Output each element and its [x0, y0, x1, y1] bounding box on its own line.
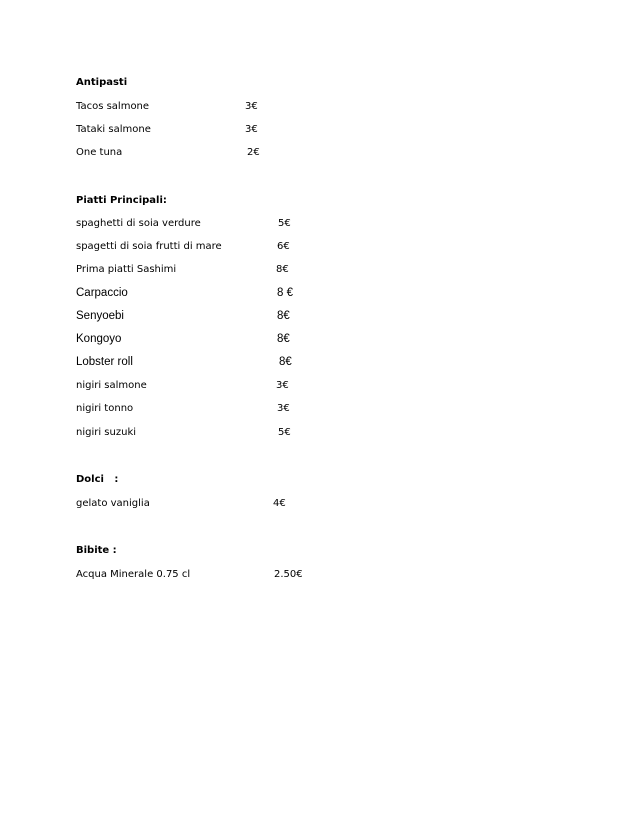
menu-item-price: 5€	[278, 218, 291, 229]
menu-item-name: Senyoebi	[76, 310, 124, 322]
menu-item-price: 6€	[277, 241, 290, 252]
menu-item-price: 3€	[276, 380, 289, 391]
menu-item-price: 4€	[273, 498, 286, 509]
menu-item-price: 3€	[245, 124, 258, 135]
menu-item-price: 8€	[276, 264, 289, 275]
menu-item-name: spaghetti di soia verdure	[76, 218, 201, 229]
section-title-bibite: Bibite :	[76, 545, 117, 556]
menu-item-price: 8€	[279, 356, 292, 368]
menu-item-name: nigiri suzuki	[76, 427, 137, 438]
menu-item-name: Acqua Minerale 0.75 cl	[76, 569, 191, 580]
menu-item-name: Carpaccio	[76, 287, 128, 299]
menu-item-name: Lobster roll	[76, 356, 133, 368]
menu-item-name: Prima piatti Sashimi	[76, 264, 177, 275]
section-title-piatti-principali: Piatti Principali:	[76, 195, 167, 206]
menu-item-price: 2€	[247, 147, 260, 158]
menu-item-name: One tuna	[76, 147, 123, 158]
menu-item-price: 8€	[277, 333, 290, 345]
menu-item-price: 3€	[245, 101, 258, 112]
menu-item-name: nigiri tonno	[76, 403, 134, 414]
menu-item-name: nigiri salmone	[76, 380, 147, 391]
section-title-antipasti: Antipasti	[76, 77, 128, 88]
section-title-dolci: Dolci :	[76, 474, 119, 485]
menu-item-name: Tacos salmone	[76, 101, 150, 112]
menu-item-name: Kongoyo	[76, 333, 122, 345]
menu-item-name: Tataki salmone	[76, 124, 151, 135]
menu-item-price: 5€	[278, 427, 291, 438]
menu-item-price: 2.50€	[274, 569, 303, 580]
menu-item-name: gelato vaniglia	[76, 498, 150, 509]
menu-item-price: 8€	[277, 310, 290, 322]
menu-item-price: 8 €	[277, 287, 293, 299]
menu-item-price: 3€	[277, 403, 290, 414]
menu-item-name: spagetti di soia frutti di mare	[76, 241, 222, 252]
